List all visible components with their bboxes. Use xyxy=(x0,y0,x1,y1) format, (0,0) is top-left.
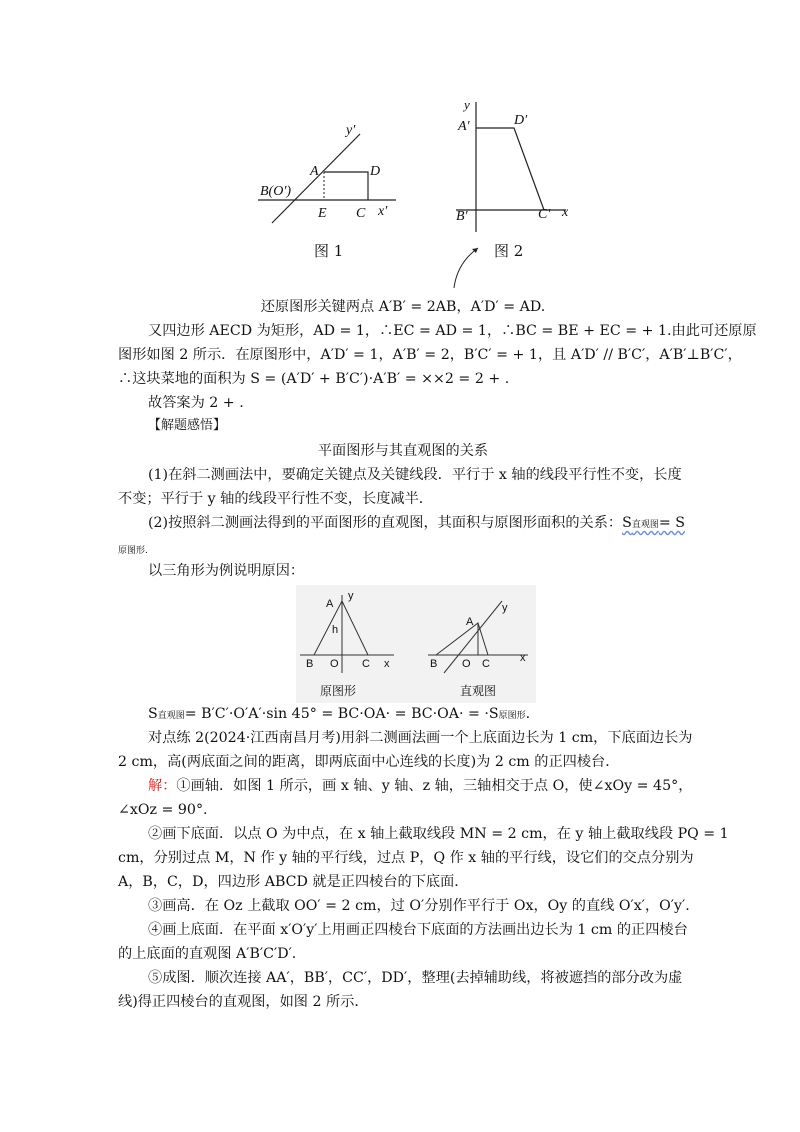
label-A-prime: A′ xyxy=(458,119,470,134)
subscript-zhiguantu-2: 直观图 xyxy=(157,711,185,721)
area-formula-end: . xyxy=(525,706,531,722)
figure-1 xyxy=(250,120,410,260)
left-label-A: A xyxy=(326,598,334,610)
text-line-25: 线)得正四棱台的直观图，如图 2 所示． xyxy=(118,994,369,1010)
curved-arrow-icon xyxy=(448,240,488,290)
answer-label: 解： xyxy=(148,778,177,794)
subscript-yuantuxing: 原图形. xyxy=(118,546,148,556)
area-s-2: = S xyxy=(658,515,685,531)
label-y: y xyxy=(464,97,470,112)
label-D-prime: D′ xyxy=(514,113,528,128)
right-label-B: B xyxy=(430,658,438,670)
step-4: ④画上底面．在平面 x′O′y′上用画正四棱台下底面的方法画出边长为 1 cm 的正四棱台 xyxy=(148,922,688,938)
figure-2 xyxy=(452,96,582,236)
label-y-prime: y′ xyxy=(346,123,356,138)
text-line-13 xyxy=(148,703,688,727)
left-label-O: O xyxy=(330,658,339,670)
step-2: ②画下底面．以点 O 为中点，在 x 轴上截取线段 MN = 2 cm，在 y 轴上截取线段 PQ = 1 xyxy=(148,826,729,842)
text-line-5: 故答案为 2 + . xyxy=(148,395,244,411)
label-x-prime: x′ xyxy=(378,204,388,219)
text-line-10-body: (2)按照斜二测画法得到的平面图形的直观图，其面积与原图形面积的关系： xyxy=(148,515,623,531)
step-3: ③画高．在 Oz 上截取 OO′ = 2 cm，过 O′分别作平行于 Ox，Oy 的直线 O′x′，O′y′. xyxy=(148,898,690,914)
right-label-A: A xyxy=(466,616,474,628)
step-1: ①画轴．如图 1 所示，画 x 轴、y 轴、z 轴，三轴相交于点 O，使∠xOy = 45°， xyxy=(176,778,693,794)
subscript-zhiguantu: 直观图 xyxy=(631,520,659,530)
left-label-h: h xyxy=(332,624,339,636)
figure-2-caption: 图 2 xyxy=(494,242,524,260)
text-line-23: 的上底面的直观图 A′B′C′D′. xyxy=(118,946,297,962)
text-line-20: A，B，C，D，四边形 ABCD 就是正四棱台的下底面． xyxy=(118,874,469,890)
label-C: C xyxy=(356,206,366,221)
area-formula-s: S xyxy=(148,706,158,722)
text-line-8: (1)在斜二测画法中，要确定关键点及关键线段．平行于 x 轴的线段平行性不变，长度 xyxy=(148,467,682,483)
left-label-C: C xyxy=(362,658,370,670)
right-label-y: y xyxy=(502,602,508,614)
text-line-15: 2 cm，高(两底面之间的距离，即两底面中心连线的长度)为 2 cm 的正四棱台． xyxy=(118,754,620,770)
figure-1-caption: 图 1 xyxy=(314,242,344,260)
right-label-x: x xyxy=(520,652,526,664)
left-label-x: x xyxy=(384,658,390,670)
right-label-O: O xyxy=(462,658,471,670)
area-s-1: S xyxy=(622,515,632,531)
text-line-10 xyxy=(148,512,688,536)
label-C-prime: C′ xyxy=(538,207,551,222)
text-line-12: 以三角形为例说明原因： xyxy=(148,563,305,579)
caption-intuitive: 直观图 xyxy=(460,684,497,698)
label-x: x xyxy=(562,205,569,220)
right-label-C: C xyxy=(482,658,490,670)
text-line-17: ∠xOz = 90°. xyxy=(118,802,208,818)
subscript-yuantuxing-2: 原图形 xyxy=(498,711,526,721)
label-E: E xyxy=(318,206,327,221)
label-D: D xyxy=(370,164,381,179)
label-B-prime: B′ xyxy=(456,209,468,224)
section-heading: 平面图形与其直观图的关系 xyxy=(317,443,489,459)
caption-original: 原图形 xyxy=(320,684,357,698)
figure-3 xyxy=(296,585,536,703)
label-B-O: B(O′) xyxy=(260,184,292,199)
text-line-16 xyxy=(148,775,693,797)
area-formula-body: = B′C′·O′A′·sin 45° = BC·OA· = BC·OA· = ·S xyxy=(184,706,499,722)
exercise-title: 对点练 2(2024·江西南昌月考)用斜二测画法画一个上底面边长为 1 cm，下底面边长为 xyxy=(148,730,693,746)
text-line-1: 还原图形关键两点 A′B′ = 2AB，A′D′ = AD. xyxy=(260,299,546,315)
left-label-B: B xyxy=(306,658,314,670)
left-label-y: y xyxy=(348,590,354,602)
text-line-19: cm，分别过点 M，N 作 y 轴的平行线，过点 P，Q 作 x 轴的平行线，设它们的交点分别为 xyxy=(118,850,694,866)
section-tag: 【解题感悟】 xyxy=(148,418,227,433)
label-A: A xyxy=(310,164,319,179)
text-line-2: 又四边形 AECD 为矩形，AD = 1，∴EC = AD = 1，∴BC = BE + EC = + 1.由此可还原原 xyxy=(148,323,757,339)
text-line-4: ∴这块菜地的面积为 S = (A′D′ + B′C′)·A′B′ = ××2 = 2 + . xyxy=(118,371,510,387)
step-5: ⑤成图．顺次连接 AA′，BB′，CC′，DD′，整理(去掉辅助线，将被遮挡的部分改为虚 xyxy=(148,970,683,986)
text-line-9: 不变；平行于 y 轴的线段平行性不变，长度减半． xyxy=(118,491,433,507)
text-line-3: 图形如图 2 所示．在原图形中，A′D′ = 1，A′B′ = 2，B′C′ = + 1，且 A′D′ // B′C′，A′B′⊥B′C′， xyxy=(118,347,742,363)
area-relation xyxy=(622,515,685,531)
